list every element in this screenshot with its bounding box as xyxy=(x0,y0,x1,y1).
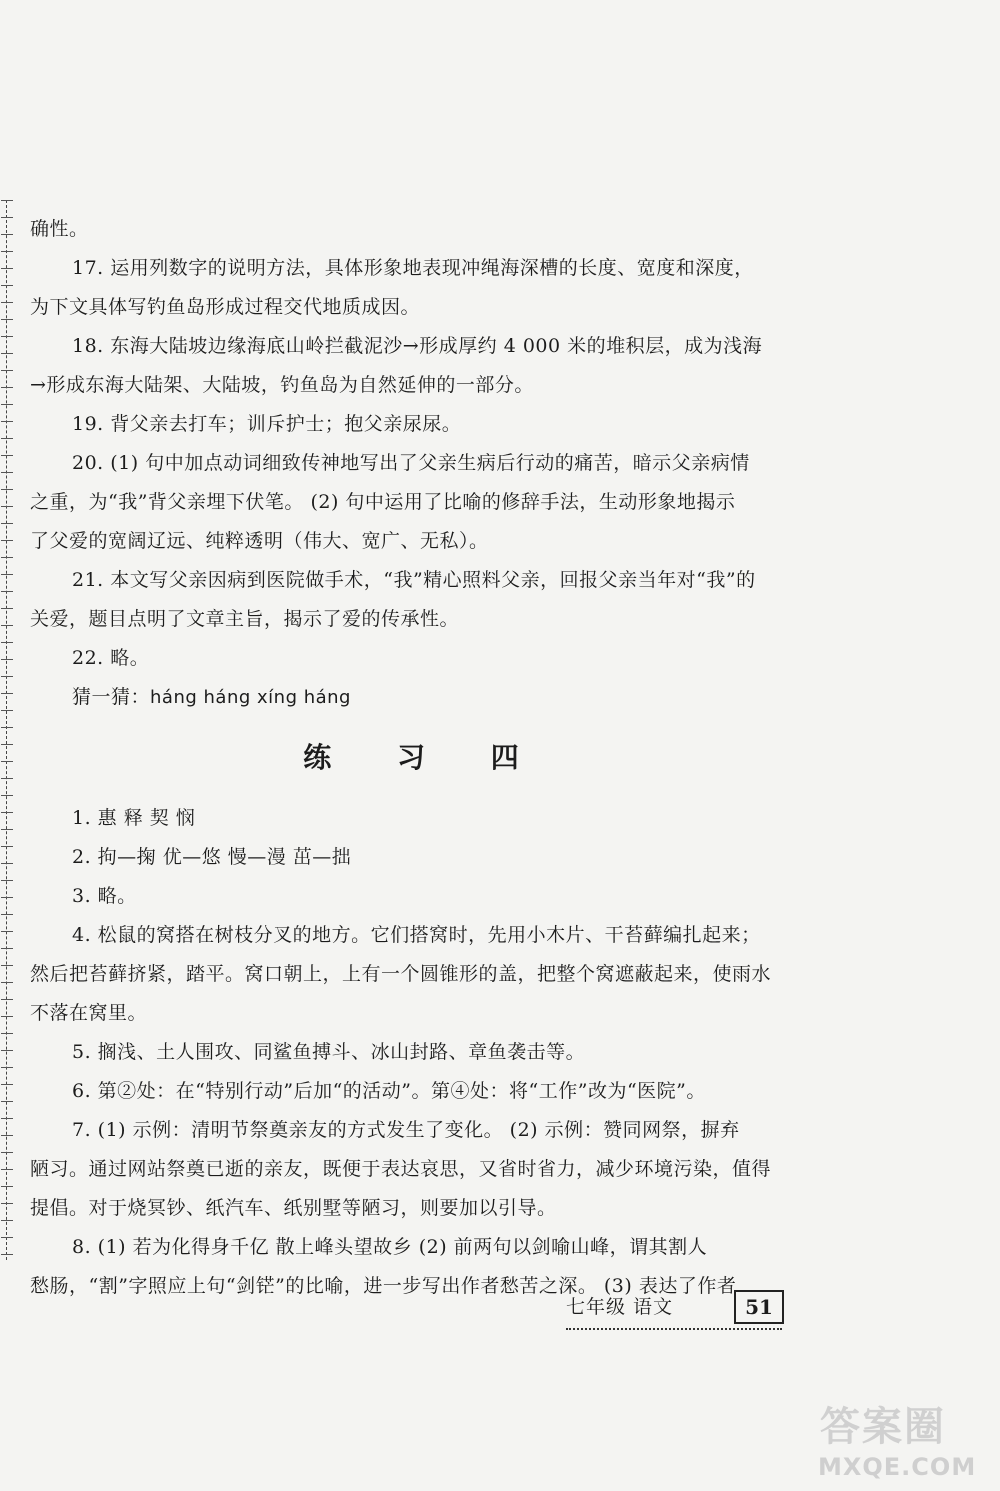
answer-line: 关爱，题目点明了文章主旨，揭示了爱的传承性。 xyxy=(30,608,460,630)
exercise-answer-5: 5. 搁浅、土人围攻、同鲨鱼搏斗、冰山封路、章鱼袭击等。 xyxy=(72,1041,586,1063)
answer-line: 为下文具体写钓鱼岛形成过程交代地质成因。 xyxy=(30,296,421,318)
exercise-answer-3: 3. 略。 xyxy=(72,885,137,907)
riddle-label: 猜一猜： xyxy=(72,686,151,708)
section-title: 练 习 四 xyxy=(303,741,547,774)
exercise-line: 提倡。对于烧冥钞、纸汽车、纸别墅等陋习，则要加以引导。 xyxy=(30,1197,557,1219)
watermark-logo xyxy=(808,1395,994,1485)
exercise-answer-2: 2. 拘—掬 优—悠 慢—漫 茁—拙 xyxy=(72,846,352,868)
exercise-line: 然后把苔藓挤紧，踏平。窝口朝上，上有一个圆锥形的盖，把整个窝遮蔽起来，使雨水 xyxy=(30,963,772,985)
answer-line: 之重，为“我”背父亲埋下伏笔。 (2) 句中运用了比喻的修辞手法，生动形象地揭示 xyxy=(30,491,736,513)
exercise-line: 愁肠，“割”字照应上句“剑铓”的比喻，进一步写出作者愁苦之深。 (3) 表达了作者 xyxy=(30,1275,737,1297)
watermark-site-text: MXQE.COM xyxy=(818,1453,977,1481)
answer-18: 18. 东海大陆坡边缘海底山岭拦截泥沙→形成厚约 4 000 米的堆积层，成为浅海 xyxy=(72,335,763,357)
grade-subject-label: 七年级 语文 xyxy=(566,1296,674,1318)
answer-20: 20. (1) 句中加点动词细致传神地写出了父亲生病后行动的痛苦，暗示父亲病情 xyxy=(72,452,750,474)
answer-17: 17. 运用列数字的说明方法，具体形象地表现冲绳海深槽的长度、宽度和深度， xyxy=(72,257,754,279)
exercise-answer-4: 4. 松鼠的窝搭在树枝分叉的地方。它们搭窝时，先用小木片、干苔藓编扎起来； xyxy=(72,924,761,946)
watermark-main-text: 答案圈 xyxy=(820,1404,946,1450)
riddle-answer xyxy=(30,682,790,713)
exercise-answer-1: 1. 惠 释 契 悯 xyxy=(72,807,196,829)
page-number: 51 xyxy=(734,1290,784,1324)
answer-line: →形成东海大陆架、大陆坡，钓鱼岛为自然延伸的一部分。 xyxy=(30,374,534,396)
answer-21: 21. 本文写父亲因病到医院做手术，“我”精心照料父亲，回报父亲当年对“我”的 xyxy=(72,569,756,591)
exercise-answer-7: 7. (1) 示例：清明节祭奠亲友的方式发生了变化。 (2) 示例：赞同网祭，摒弃 xyxy=(72,1119,740,1141)
riddle-pinyin: háng háng xíng háng xyxy=(150,687,351,708)
page-content xyxy=(30,214,790,1310)
exercise-answer-6: 6. 第②处：在“特别行动”后加“的活动”。第④处：将“工作”改为“医院”。 xyxy=(72,1080,706,1102)
exercise-line: 不落在窝里。 xyxy=(30,1002,148,1024)
answer-line: 确性。 xyxy=(30,218,89,240)
footer-dotted-rule xyxy=(566,1328,782,1330)
exercise-answer-8: 8. (1) 若为化得身千亿 散上峰头望故乡 (2) 前两句以剑喻山峰，谓其割人 xyxy=(72,1236,708,1258)
answer-22: 22. 略。 xyxy=(72,647,150,669)
binding-margin-line xyxy=(6,200,17,1260)
exercise-line: 陋习。通过网站祭奠已逝的亲友，既便于表达哀思，又省时省力，减少环境污染，值得 xyxy=(30,1158,772,1180)
page-footer xyxy=(566,1292,786,1326)
answer-line: 了父爱的宽阔辽远、纯粹透明（伟大、宽广、无私）。 xyxy=(30,530,489,552)
answer-19: 19. 背父亲去打车；训斥护士；抱父亲尿尿。 xyxy=(72,413,462,435)
